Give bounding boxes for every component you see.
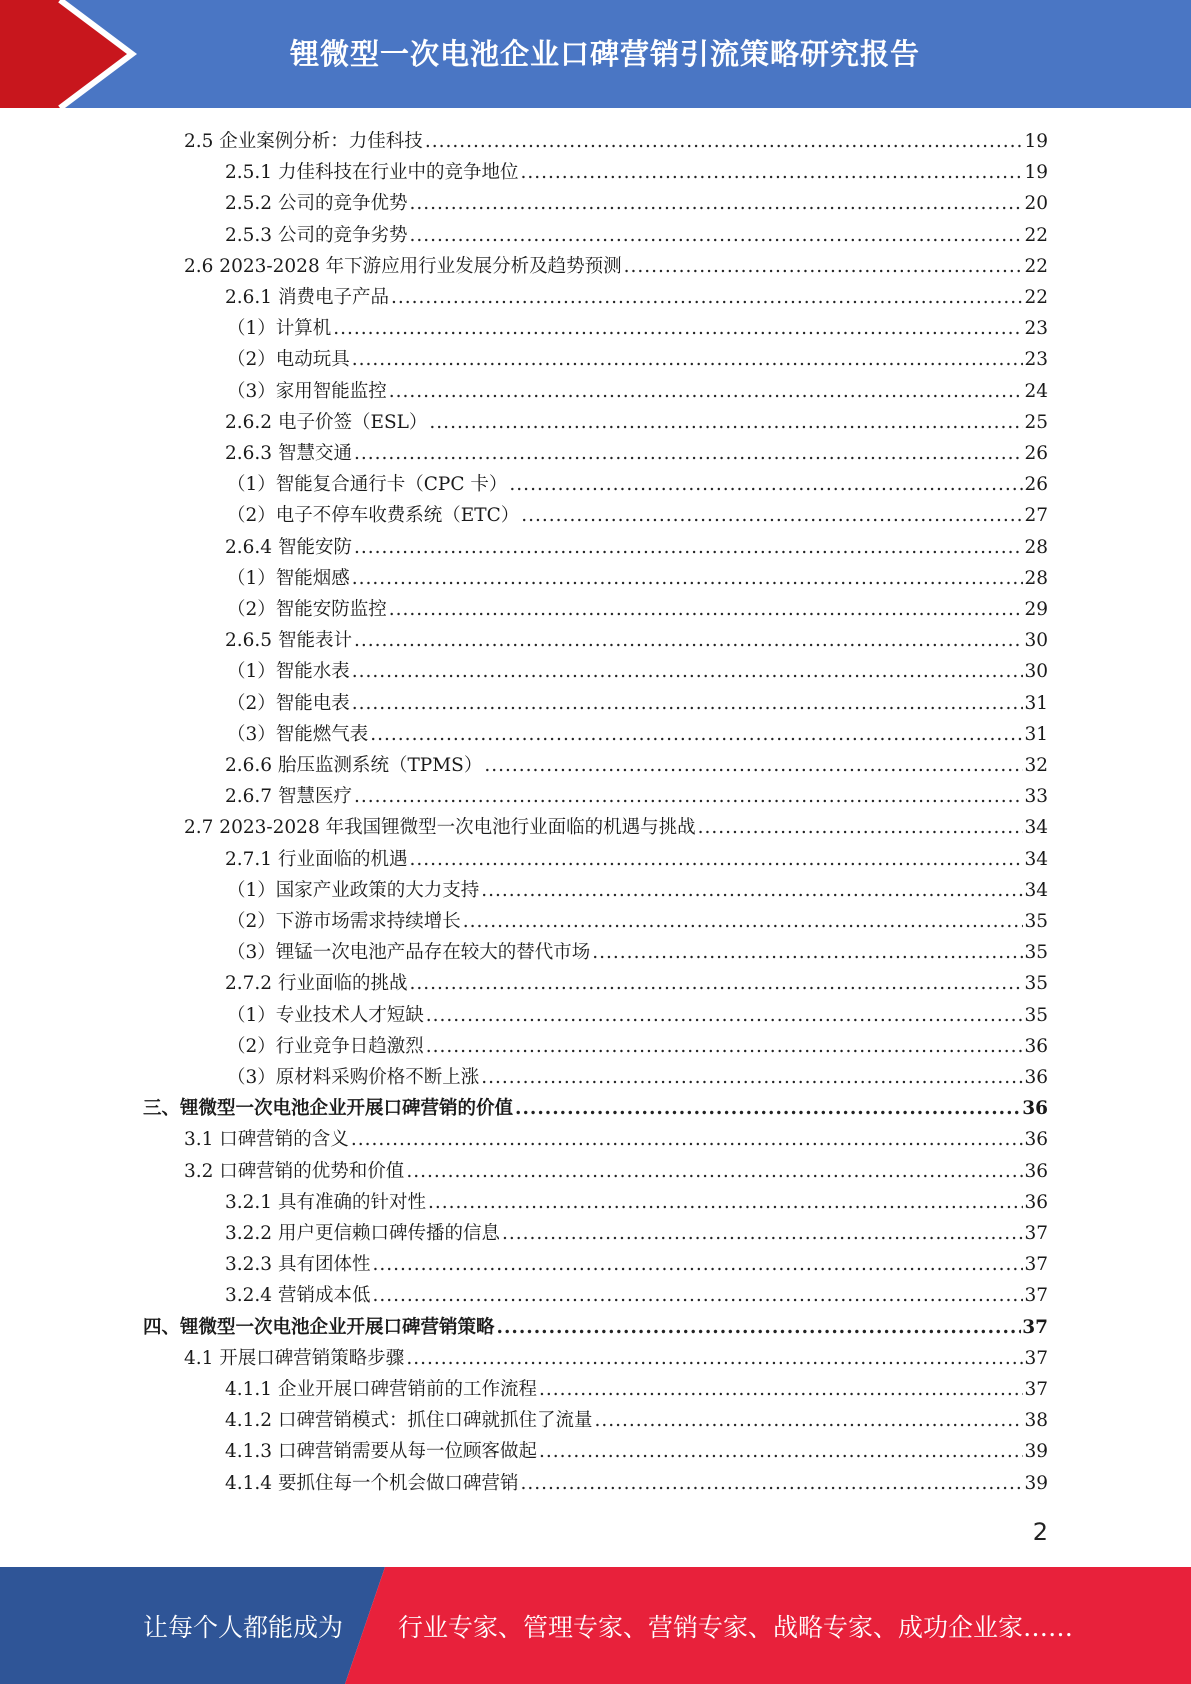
toc-entry-label: 2.6.7 智慧医疗 xyxy=(225,786,352,808)
toc-dot-leader xyxy=(352,563,1024,594)
toc-entry-label: 2.7.2 行业面临的挑战 xyxy=(225,973,408,995)
toc-entry-page: 34 xyxy=(1024,879,1048,901)
report-title: 锂微型一次电池企业口碑营销引流策略研究报告 xyxy=(290,36,921,71)
toc-entry-page: 26 xyxy=(1024,443,1048,464)
toc-entry-label: （2）智能安防监控 xyxy=(227,599,387,620)
toc-entry[interactable] xyxy=(225,968,1048,999)
toc-entry-label: （2）电子不停车收费系统（ETC） xyxy=(227,505,520,527)
toc-entry[interactable] xyxy=(225,157,1048,188)
toc-entry-label: 2.5.2 公司的竞争优势 xyxy=(225,193,408,215)
toc-entry-page: 36 xyxy=(1022,1098,1048,1120)
toc-entry-page: 35 xyxy=(1024,973,1048,995)
toc-entry-page: 19 xyxy=(1024,131,1048,152)
toc-entry-label: 4.1 开展口碑营销策略步骤 xyxy=(184,1347,405,1369)
toc-dot-leader xyxy=(539,1374,1023,1405)
toc-dot-leader xyxy=(429,407,1023,438)
toc-entry-label: （2）智能电表 xyxy=(227,692,350,714)
toc-entry-label: 3.2.4 营销成本低 xyxy=(225,1285,371,1307)
toc-entry-label: （1）智能水表 xyxy=(227,661,350,683)
toc-entry-page: 19 xyxy=(1024,162,1048,184)
toc-entry-page: 32 xyxy=(1024,755,1048,776)
toc-entry-page: 30 xyxy=(1024,661,1048,683)
toc-entry-page: 25 xyxy=(1024,411,1048,433)
toc-entry-label: 2.6 2023-2028 年下游应用行业发展分析及趋势预测 xyxy=(184,255,622,277)
toc-entry[interactable] xyxy=(227,906,1048,937)
header-divider xyxy=(0,108,1191,111)
toc-entry-page: 36 xyxy=(1024,1191,1048,1213)
toc-entry-label: （2）行业竞争日趋激烈 xyxy=(227,1035,424,1057)
toc-dot-leader xyxy=(409,188,1023,219)
toc-dot-leader xyxy=(406,1156,1023,1187)
page-footer xyxy=(0,1567,1191,1684)
toc-entry[interactable] xyxy=(225,1405,1048,1436)
toc-entry-page: 35 xyxy=(1024,1004,1048,1026)
toc-dot-leader xyxy=(497,1312,1022,1343)
toc-entry-label: 4.1.3 口碑营销需要从每一位顾客做起 xyxy=(225,1441,537,1463)
toc-dot-leader xyxy=(354,781,1024,812)
toc-dot-leader xyxy=(539,1436,1023,1467)
toc-entry-label: 2.5.3 公司的竞争劣势 xyxy=(225,224,408,246)
toc-entry-label: （1）智能烟感 xyxy=(227,567,350,589)
toc-entry-label: 三、锂微型一次电池企业开展口碑营销的价值 xyxy=(143,1098,514,1120)
footer-slogan-right: 行业专家、管理专家、营销专家、战略专家、成功企业家…… xyxy=(398,1612,1074,1642)
toc-entry[interactable] xyxy=(225,188,1048,219)
toc-entry-page: 31 xyxy=(1024,723,1048,745)
toc-entry[interactable] xyxy=(225,1436,1048,1467)
toc-entry[interactable] xyxy=(225,1249,1048,1280)
toc-dot-leader xyxy=(354,438,1024,469)
toc-entry[interactable] xyxy=(225,625,1048,656)
toc-dot-leader xyxy=(521,500,1023,531)
page-header xyxy=(0,0,1191,110)
toc-dot-leader xyxy=(354,625,1024,656)
toc-entry[interactable] xyxy=(225,282,1048,313)
toc-dot-leader xyxy=(351,1124,1024,1155)
toc-entry[interactable] xyxy=(184,1124,1048,1155)
toc-dot-leader xyxy=(370,719,1023,750)
toc-entry[interactable] xyxy=(143,1093,1048,1124)
toc-entry[interactable] xyxy=(225,1468,1048,1499)
toc-entry-page: 22 xyxy=(1024,255,1048,277)
toc-dot-leader xyxy=(352,688,1024,719)
toc-entry[interactable] xyxy=(143,1312,1048,1343)
toc-entry[interactable] xyxy=(227,1062,1048,1093)
toc-entry[interactable] xyxy=(225,438,1048,469)
toc-entry[interactable] xyxy=(225,781,1048,812)
toc-entry-page: 35 xyxy=(1024,911,1048,932)
toc-entry-label: 3.1 口碑营销的含义 xyxy=(184,1129,349,1151)
toc-entry[interactable] xyxy=(184,812,1048,843)
toc-entry[interactable] xyxy=(227,937,1048,968)
toc-entry-page: 37 xyxy=(1024,1347,1048,1369)
toc-dot-leader xyxy=(481,1062,1023,1093)
toc-entry-page: 30 xyxy=(1024,630,1048,652)
toc-dot-leader xyxy=(333,313,1023,344)
toc-dot-leader xyxy=(354,532,1024,563)
toc-entry-label: 3.2 口碑营销的优势和价值 xyxy=(184,1160,405,1182)
toc-entry[interactable] xyxy=(184,1343,1048,1374)
toc-entry-page: 28 xyxy=(1024,567,1048,589)
toc-entry-page: 36 xyxy=(1024,1067,1048,1088)
toc-dot-leader xyxy=(409,220,1023,251)
toc-dot-leader xyxy=(389,376,1024,407)
toc-dot-leader xyxy=(391,282,1023,313)
toc-entry[interactable] xyxy=(227,594,1048,625)
toc-entry-label: 2.5 企业案例分析：力佳科技 xyxy=(184,131,423,152)
toc-entry-label: （3）锂锰一次电池产品存在较大的替代市场 xyxy=(227,942,591,964)
toc-entry[interactable] xyxy=(225,844,1048,875)
toc-dot-leader xyxy=(372,1280,1023,1311)
toc-dot-leader xyxy=(428,1187,1023,1218)
toc-entry[interactable] xyxy=(227,875,1048,906)
toc-entry[interactable] xyxy=(225,532,1048,563)
toc-entry[interactable] xyxy=(227,563,1048,594)
toc-entry-page: 22 xyxy=(1024,224,1048,246)
toc-dot-leader xyxy=(502,1218,1023,1249)
toc-entry-page: 20 xyxy=(1024,193,1048,215)
toc-dot-leader xyxy=(352,344,1024,375)
toc-entry-page: 28 xyxy=(1024,536,1048,558)
toc-entry[interactable] xyxy=(227,656,1048,687)
toc-entry-page: 34 xyxy=(1024,817,1048,839)
toc-dot-leader xyxy=(463,906,1024,937)
toc-entry-label: 2.6.4 智能安防 xyxy=(225,536,352,558)
toc-entry[interactable] xyxy=(227,688,1048,719)
toc-entry-page: 31 xyxy=(1024,692,1048,714)
toc-entry-label: 四、锂微型一次电池企业开展口碑营销策略 xyxy=(143,1316,495,1338)
toc-dot-leader xyxy=(624,251,1024,282)
toc-dot-leader xyxy=(592,937,1023,968)
toc-dot-leader xyxy=(515,1093,1021,1124)
toc-entry[interactable] xyxy=(184,126,1048,157)
toc-entry[interactable] xyxy=(184,251,1048,282)
toc-entry[interactable] xyxy=(225,750,1048,781)
toc-entry-label: （1）智能复合通行卡（CPC 卡） xyxy=(227,474,508,496)
toc-entry-label: （2）下游市场需求持续增长 xyxy=(227,911,461,932)
toc-dot-leader xyxy=(594,1405,1023,1436)
toc-entry-label: （1）计算机 xyxy=(227,318,332,340)
toc-dot-leader xyxy=(698,812,1024,843)
toc-entry[interactable] xyxy=(227,719,1048,750)
toc-entry-label: 2.6.3 智慧交通 xyxy=(225,443,352,464)
toc-entry-label: （3）原材料采购价格不断上涨 xyxy=(227,1067,480,1088)
toc-entry-label: 3.2.1 具有准确的针对性 xyxy=(225,1191,426,1213)
toc-entry-label: 2.6.2 电子价签（ESL） xyxy=(225,411,428,433)
toc-entry-page: 23 xyxy=(1024,349,1048,371)
toc-entry-page: 27 xyxy=(1024,505,1048,527)
toc-entry-page: 37 xyxy=(1024,1254,1048,1276)
toc-entry-page: 33 xyxy=(1024,786,1048,808)
toc-entry[interactable] xyxy=(227,313,1048,344)
toc-entry-label: 3.2.3 具有团体性 xyxy=(225,1254,371,1276)
toc-entry-page: 24 xyxy=(1024,380,1048,402)
toc-entry-label: （1）国家产业政策的大力支持 xyxy=(227,879,480,901)
toc-entry-label: （2）电动玩具 xyxy=(227,349,350,371)
footer-slogan-left: 让每个人都能成为 xyxy=(143,1612,344,1642)
toc-entry[interactable] xyxy=(227,376,1048,407)
toc-dot-leader xyxy=(352,656,1024,687)
toc-entry-page: 37 xyxy=(1024,1223,1048,1244)
toc-entry-label: 4.1.2 口碑营销模式：抓住口碑就抓住了流量 xyxy=(225,1410,593,1432)
toc-entry[interactable] xyxy=(225,1218,1048,1249)
toc-entry-page: 36 xyxy=(1024,1035,1048,1057)
toc-dot-leader xyxy=(426,1031,1024,1062)
toc-entry[interactable] xyxy=(225,1280,1048,1311)
toc-entry-label: 4.1.1 企业开展口碑营销前的工作流程 xyxy=(225,1379,537,1400)
toc-entry-page: 35 xyxy=(1024,942,1048,964)
toc-entry[interactable] xyxy=(227,344,1048,375)
toc-entry-page: 34 xyxy=(1024,848,1048,870)
toc-entry[interactable] xyxy=(184,1156,1048,1187)
toc-dot-leader xyxy=(484,750,1023,781)
toc-entry[interactable] xyxy=(227,1000,1048,1031)
toc-entry-page: 29 xyxy=(1024,599,1048,620)
toc-entry-label: （3）家用智能监控 xyxy=(227,380,387,402)
toc-entry-label: 2.7 2023-2028 年我国锂微型一次电池行业面临的机遇与挑战 xyxy=(184,817,696,839)
toc-dot-leader xyxy=(426,1000,1024,1031)
toc-dot-leader xyxy=(509,469,1023,500)
toc-entry[interactable] xyxy=(227,1031,1048,1062)
toc-entry-page: 37 xyxy=(1022,1316,1048,1338)
toc-entry[interactable] xyxy=(225,407,1048,438)
toc-entry-label: 2.6.6 胎压监测系统（TPMS） xyxy=(225,755,483,776)
toc-entry-label: 4.1.4 要抓住每一个机会做口碑营销 xyxy=(225,1472,519,1494)
toc-entry-label: 2.6.5 智能表计 xyxy=(225,630,352,652)
toc-dot-leader xyxy=(389,594,1024,625)
toc-entry-label: 2.5.1 力佳科技在行业中的竞争地位 xyxy=(225,162,519,184)
toc-dot-leader xyxy=(520,157,1023,188)
toc-entry[interactable] xyxy=(225,1187,1048,1218)
toc-entry-page: 37 xyxy=(1024,1285,1048,1307)
toc-dot-leader xyxy=(409,844,1023,875)
toc-entry-page: 26 xyxy=(1024,474,1048,496)
toc-entry[interactable] xyxy=(225,1374,1048,1405)
toc-entry-label: 3.2.2 用户更信赖口碑传播的信息 xyxy=(225,1223,500,1244)
toc-entry-page: 39 xyxy=(1024,1441,1048,1463)
toc-entry-page: 36 xyxy=(1024,1160,1048,1182)
toc-entry-page: 37 xyxy=(1024,1379,1048,1400)
toc-dot-leader xyxy=(481,875,1023,906)
toc-dot-leader xyxy=(425,126,1024,157)
toc-entry-page: 39 xyxy=(1024,1472,1048,1494)
toc-entry[interactable] xyxy=(227,500,1048,531)
page-number: 2 xyxy=(1032,1518,1048,1546)
toc-dot-leader xyxy=(520,1468,1023,1499)
toc-entry-page: 38 xyxy=(1024,1410,1048,1432)
toc-entry-label: 2.6.1 消费电子产品 xyxy=(225,287,389,308)
toc-entry[interactable] xyxy=(227,469,1048,500)
toc-entry-page: 23 xyxy=(1024,318,1048,340)
toc-entry-label: （3）智能燃气表 xyxy=(227,723,369,745)
toc-entry-page: 36 xyxy=(1024,1129,1048,1151)
toc-dot-leader xyxy=(372,1249,1023,1280)
toc-dot-leader xyxy=(406,1343,1023,1374)
toc-dot-leader xyxy=(409,968,1023,999)
toc-entry[interactable] xyxy=(225,220,1048,251)
toc-entry-page: 22 xyxy=(1024,287,1048,308)
toc-entry-label: （1）专业技术人才短缺 xyxy=(227,1004,424,1026)
toc-entry-label: 2.7.1 行业面临的机遇 xyxy=(225,848,408,870)
